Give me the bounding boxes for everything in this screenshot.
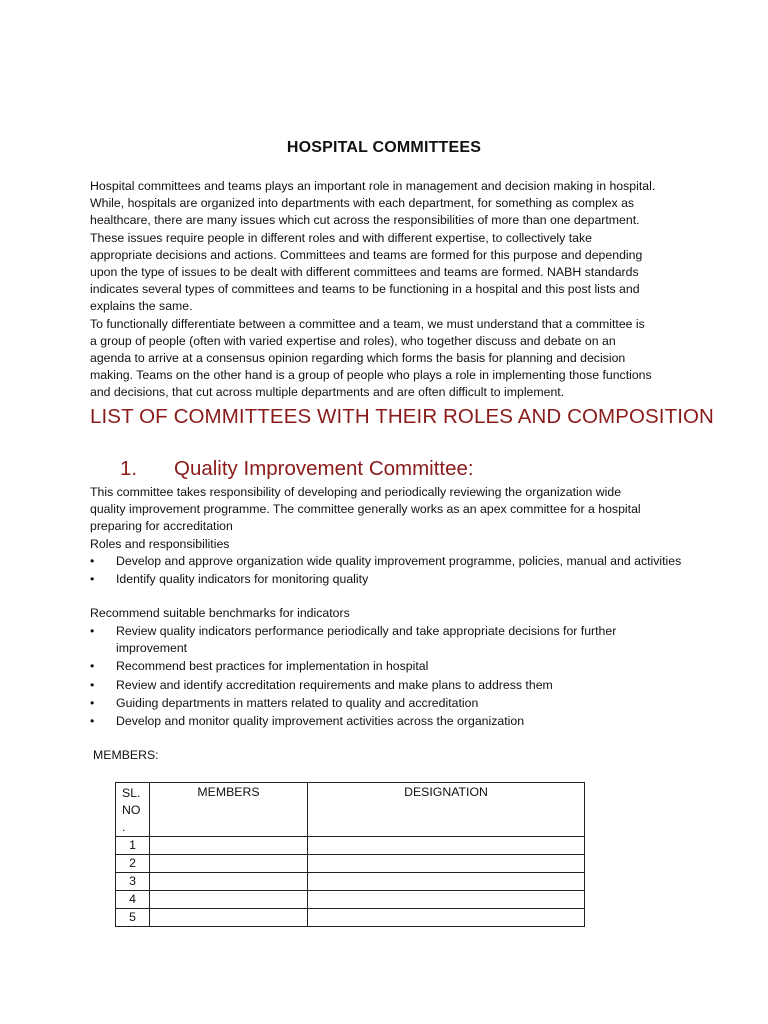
intro-line: explains the same. [90,299,193,314]
designation-cell [308,855,585,873]
sl-no-header [116,783,150,837]
bullet-icon: • [90,695,95,710]
list-item [90,571,690,588]
bullet-icon: • [90,624,95,638]
row-number: 5 [116,909,150,927]
list-item-text: Review and identify accreditation requirements and make plans to address them [116,677,553,692]
member-cell [150,855,308,873]
sl-no-header-line: SL. [122,786,141,800]
member-cell [150,909,308,927]
intro-line: healthcare, there are many issues which cut across the responsibilities of more than one department. [90,213,640,228]
intro-line: making. Teams on the other hand is a group of people who plays a role in implementing those functions [90,368,652,383]
list-item-text: Develop and monitor quality improvement activities across the organization [116,714,525,729]
designation-cell [308,837,585,855]
intro-line: indicates several types of committees and teams to be functioning in a hospital and this post lists and [90,282,640,297]
list-heading: LIST OF COMMITTEES WITH THEIR ROLES AND COMPOSITION [90,405,714,428]
bullet-icon: • [90,659,95,674]
members-header: MEMBERS [150,783,308,837]
bullet-icon: • [90,554,95,568]
committee-description [90,484,686,553]
roles-list-b [90,623,690,731]
list-item [90,623,690,657]
page-title: HOSPITAL COMMITTEES [286,139,482,156]
members-label: MEMBERS: [93,748,159,762]
list-item-text: Recommend best practices for implementation in hospital [116,659,429,674]
list-item [90,553,690,570]
table-row [116,891,585,909]
list-item [90,677,690,694]
row-number: 1 [116,837,150,855]
table-row [116,855,585,873]
list-item-text: Review quality indicators performance periodically and take appropriate decisions for further improvement [116,624,617,656]
intro-line: a group of people (often with varied expertise and roles), who together discuss and debate on an [90,333,616,348]
row-number: 4 [116,891,150,909]
committee-name: Quality Improvement Committee: [174,457,474,480]
intro-line: While, hospitals are organized into departments with each department, for something as complex as [90,196,635,211]
designation-header: DESIGNATION [308,783,585,837]
intro-line: upon the type of issues to be dealt with different committees and teams are formed. NABH standards [90,265,639,280]
table-row [116,909,585,927]
member-cell [150,837,308,855]
committee-heading [120,457,474,481]
designation-cell [308,873,585,891]
list-item-text: Guiding departments in matters related to quality and accreditation [116,695,479,710]
member-cell [150,873,308,891]
designation-cell [308,909,585,927]
table-row [116,837,585,855]
list-item-text: Identify quality indicators for monitoring quality [116,572,369,587]
description-line: quality improvement programme. The committee generally works as an apex committee for a hospital [90,502,641,517]
designation-cell [308,891,585,909]
row-number: 3 [116,873,150,891]
intro-line: These issues require people in different roles and with different expertise, to collectively take [90,230,592,245]
intro-line: To functionally differentiate between a committee and a team, we must understand that a committee is [90,316,645,331]
intro-line: appropriate decisions and actions. Committees and teams are formed for this purpose and depending [90,247,643,262]
intro-line: agenda to arrive at a consensus opinion regarding which forms the basis for planning and decision [90,351,626,366]
table-header-row [116,783,585,837]
sl-no-header-line: NO [122,803,141,817]
description-line: preparing for accreditation [90,519,233,534]
bullet-icon: • [90,572,95,587]
list-item [90,713,690,730]
sl-no-header-line: . [122,820,126,834]
roles-list-a [90,553,690,589]
bullet-icon: • [90,714,95,729]
committee-number: 1. [120,457,138,480]
table-row [116,873,585,891]
roles-label: Roles and responsibilities [90,536,230,551]
intro-paragraph [90,178,686,402]
members-table [115,782,585,927]
description-line: This committee takes responsibility of developing and periodically reviewing the organization wide [90,485,622,499]
row-number: 2 [116,855,150,873]
list-item-text: Develop and approve organization wide quality improvement programme, policies, manual and activities [116,554,682,568]
intro-line: and decisions, that cut across multiple departments and are often difficult to implement. [90,385,565,400]
intro-line: Hospital committees and teams plays an important role in management and decision making in hospital. [90,179,656,193]
unbulleted-role: Recommend suitable benchmarks for indicators [90,606,350,620]
member-cell [150,891,308,909]
list-item [90,695,690,712]
bullet-icon: • [90,677,95,692]
list-item [90,658,690,675]
